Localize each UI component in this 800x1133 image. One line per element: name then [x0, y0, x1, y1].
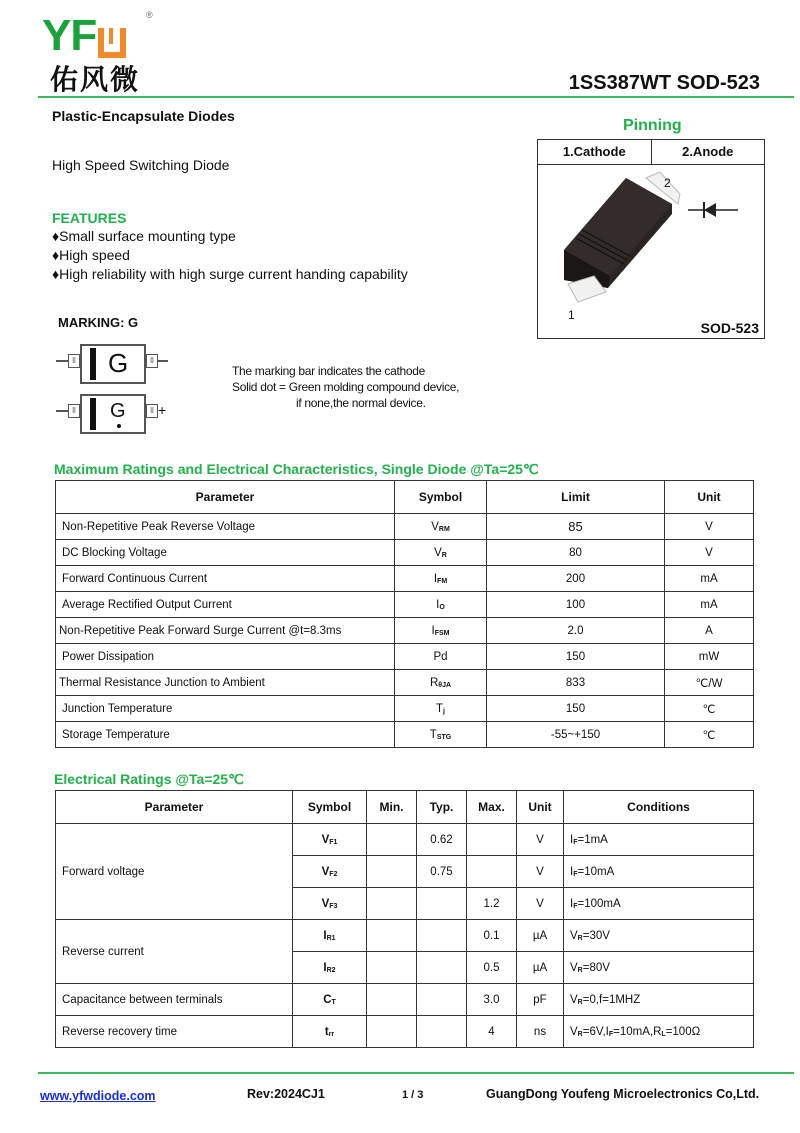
pinning-header	[538, 140, 764, 165]
pin-1-label: 1.Cathode	[538, 140, 652, 164]
green-dot-icon	[117, 424, 121, 428]
table-row: $V_{F3}$ 1.2 V $I_F=100mA$	[56, 888, 754, 920]
pinning-heading: Pinning	[623, 117, 682, 134]
table-row: $V_{F2}$ 0.75 V $I_F=10mA$	[56, 856, 754, 888]
marking-code: G	[108, 348, 129, 378]
marking-code-green: G	[110, 400, 126, 422]
package-label: SOD-523	[700, 320, 759, 336]
pin-2-number: 2	[664, 176, 671, 190]
logo	[42, 11, 126, 60]
feature-item: ♦Small surface mounting type	[52, 228, 236, 244]
table-row: Non-Repetitive Peak Reverse Voltage $V_{RM}$ 85 V	[56, 514, 754, 540]
pin-1-number: 1	[568, 308, 575, 322]
features-list	[52, 227, 408, 284]
pin-2-label: 2.Anode	[682, 144, 734, 159]
description: High Speed Switching Diode	[52, 157, 230, 173]
table-header-row: Parameter Symbol Limit Unit	[56, 481, 754, 514]
max-ratings-table	[55, 480, 754, 748]
logo-chinese: 佑风微	[50, 63, 141, 96]
plus-sign: +	[158, 402, 167, 418]
table-row: Capacitance between terminals $C_T$ 3.0 pF $V_R=0,f=1MHZ$	[56, 984, 754, 1016]
table-header-row: Parameter Symbol Min. Typ. Max. Unit Conditions	[56, 791, 754, 824]
revision: Rev:2024CJ1	[247, 1087, 325, 1101]
table-row: DC Blocking Voltage $V_R$ 80 V	[56, 540, 754, 566]
registered-mark: ®	[146, 10, 153, 20]
header-divider	[38, 96, 794, 98]
elec-ratings-table	[55, 790, 754, 1048]
table-row: Reverse current $I_{R1}$ 0.1 µA $V_R=30V$	[56, 920, 754, 952]
feature-item: ♦High reliability with high surge current handing capability	[52, 266, 408, 282]
table-row: $I_{R2}$ 0.5 µA $V_R=80V$	[56, 952, 754, 984]
elec-ratings-heading: Electrical Ratings @Ta=25℃	[54, 771, 244, 787]
table-row: Power Dissipation Pd 150 mW	[56, 644, 754, 670]
company-name: GuangDong Youfeng Microelectronics Co,Ltd.	[486, 1087, 760, 1101]
table-row: Reverse recovery time $t_{rr}$ 4 ns $V_R=6V,I_F=10mA,R_L=100\Omega$	[56, 1016, 754, 1048]
pinning-box	[537, 139, 765, 339]
table-row: Non-Repetitive Peak Forward Surge Current @t=8.3ms $I_{FSM}$ 2.0 A	[56, 618, 754, 644]
page-number: 1 / 3	[402, 1089, 424, 1101]
features-heading: FEATURES	[52, 210, 127, 226]
table-row: Thermal Resistance Junction to Ambient $R_{\theta JA}$ 833 ℃/W	[56, 670, 754, 696]
table-row: Average Rectified Output Current $I_O$ 100 mA	[56, 592, 754, 618]
table-row: Junction Temperature $T_j$ 150 ℃	[56, 696, 754, 722]
feature-item: ♦High speed	[52, 247, 130, 263]
footer	[40, 1087, 156, 1105]
footer-divider	[38, 1072, 794, 1074]
category-heading: Plastic-Encapsulate Diodes	[52, 108, 235, 124]
marking-notes: The marking bar indicates the cathode Solid dot = Green molding compound device, if none,the normal device.	[232, 364, 460, 410]
marking-heading: MARKING: G	[58, 315, 139, 330]
table-row: Storage Temperature $T_{STG}$ -55~+150 ℃	[56, 722, 754, 748]
logo-letters: YF	[42, 11, 97, 60]
logo-u-mark	[98, 28, 126, 58]
website-link[interactable]: www.yfwdiode.com	[40, 1089, 156, 1103]
marking-diagram: ll G ll ll G ll +	[56, 340, 186, 440]
table-row: Forward voltage $V_{F1}$ 0.62 V $I_F=1mA$	[56, 824, 754, 856]
part-title: 1SS387WT SOD-523	[568, 72, 760, 94]
table-row: Forward Continuous Current $I_{FM}$ 200 mA	[56, 566, 754, 592]
max-ratings-heading: Maximum Ratings and Electrical Characteristics, Single Diode @Ta=25℃	[54, 461, 539, 477]
